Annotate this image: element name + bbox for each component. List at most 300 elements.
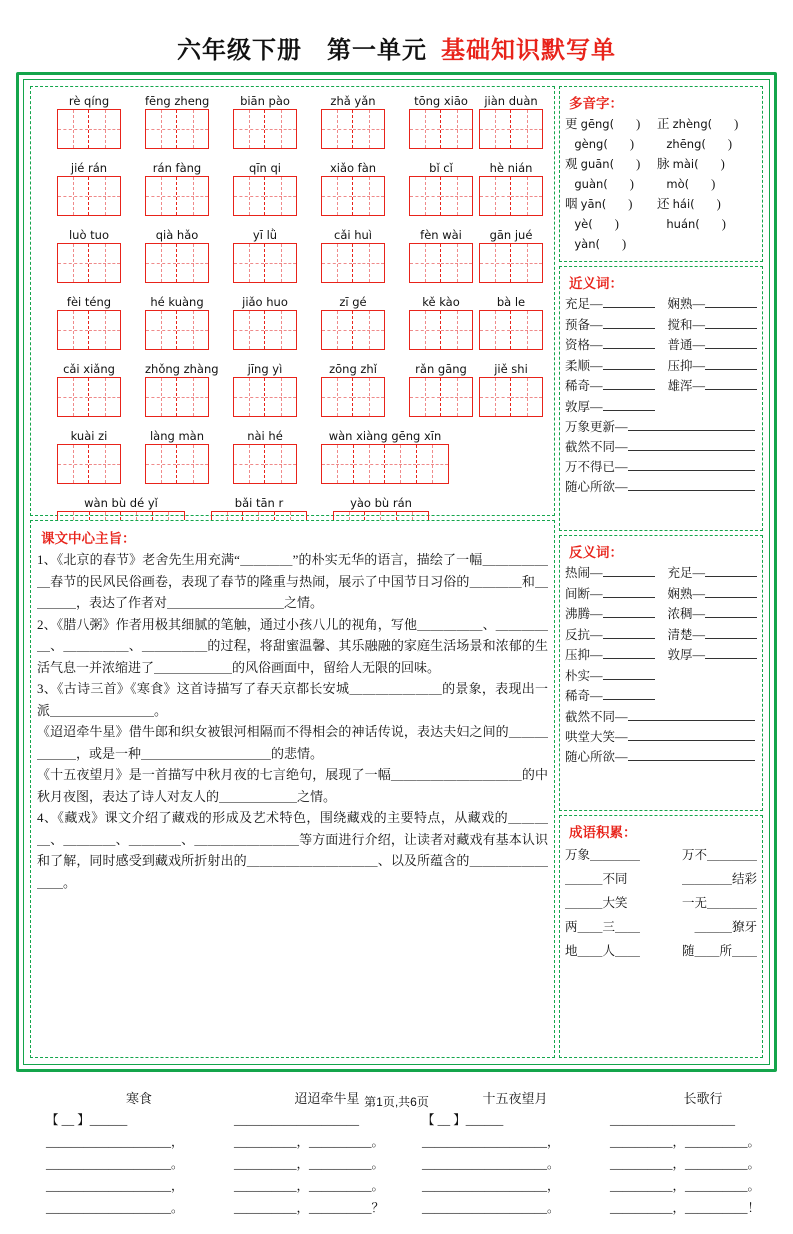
pinyin-label: yī lǜ — [252, 228, 278, 242]
polyphone-row[interactable]: guàn( ) mò( ) — [574, 177, 716, 191]
tianzige-cell[interactable] — [265, 311, 296, 349]
tianzige-cell[interactable] — [265, 244, 296, 282]
tianzige-cell[interactable] — [441, 311, 472, 349]
poem-blank-line[interactable]: __________，__________。 — [234, 1135, 385, 1149]
tianzige-grid[interactable] — [57, 377, 121, 417]
pinyin-label: rán fàng — [152, 161, 202, 175]
poem-blank-line[interactable]: __________，__________！ — [610, 1201, 761, 1215]
page-title — [0, 30, 793, 65]
poem-blank-line[interactable]: ____________________， — [422, 1179, 560, 1193]
tianzige-cell[interactable] — [385, 445, 417, 483]
poem-recitation-section — [46, 1089, 793, 1234]
pinyin-row — [35, 428, 550, 495]
tianzige-grid[interactable] — [479, 310, 543, 350]
pinyin-word-slot[interactable] — [57, 160, 121, 216]
pinyin-label: kuài zi — [70, 429, 108, 443]
tianzige-cell[interactable] — [511, 311, 542, 349]
antonym-row-long[interactable]: 截然不同— — [565, 707, 757, 727]
tianzige-cell[interactable] — [58, 378, 89, 416]
tianzige-cell[interactable] — [410, 378, 441, 416]
tianzige-cell[interactable] — [353, 244, 384, 282]
pinyin-label: zhǎ yǎn — [330, 94, 376, 108]
tianzige-cell[interactable] — [146, 445, 177, 483]
pinyin-label: zōng zhǐ — [329, 362, 377, 376]
tianzige-grid[interactable] — [57, 310, 121, 350]
tianzige-grid[interactable] — [57, 243, 121, 283]
pinyin-grid-section — [30, 86, 555, 516]
synonym-row-long[interactable]: 随心所欲— — [565, 477, 757, 497]
page-title-accent: 基础知识默写单 — [441, 38, 616, 64]
pinyin-word-slot[interactable] — [145, 428, 209, 484]
tianzige-cell[interactable] — [265, 445, 296, 483]
page-title-main: 六年级下册 第一单元 — [177, 38, 427, 64]
pinyin-word-slot[interactable] — [57, 361, 121, 417]
poem-blank-line[interactable]: __________，__________。 — [610, 1157, 761, 1171]
polyphone-heading: 多音字： — [569, 96, 623, 111]
tianzige-grid[interactable] — [145, 109, 209, 149]
text-theme-paragraph: 《迢迢牵牛星》借牛郎和织女被银河相隔而不得相会的神话传说，表达夫妇之间的＿＿＿＿＿＿，或是一种＿＿＿＿＿＿＿＿＿＿的悲情。 — [37, 724, 548, 761]
antonym-row[interactable] — [565, 625, 757, 646]
polyphone-row[interactable]: gèng( ) zhēng( ) — [574, 137, 733, 151]
pinyin-label: zhǒng zhàng — [145, 362, 219, 376]
synonym-row[interactable] — [565, 315, 757, 336]
poem-blank-line[interactable]: ____________________。 — [422, 1157, 560, 1171]
tianzige-cell[interactable] — [353, 378, 384, 416]
word-pair-left[interactable]: 热闹— — [565, 563, 655, 584]
tianzige-cell[interactable] — [322, 311, 353, 349]
tianzige-grid[interactable] — [321, 310, 385, 350]
idiom-row[interactable] — [565, 843, 757, 867]
tianzige-cell[interactable] — [58, 445, 89, 483]
tianzige-cell[interactable] — [480, 244, 511, 282]
pinyin-label: cǎi xiǎng — [63, 362, 115, 376]
word-pair-right[interactable]: 清楚— — [667, 625, 757, 646]
poem-title: 长歌行 — [683, 1091, 723, 1106]
poem-block — [422, 1089, 608, 1234]
polyphone-row[interactable]: 观 guān( ) 脉 mài( ) — [565, 157, 725, 171]
idiom-row[interactable] — [565, 915, 757, 939]
tianzige-cell[interactable] — [177, 244, 208, 282]
tianzige-cell[interactable] — [480, 378, 511, 416]
tianzige-grid[interactable] — [479, 109, 543, 149]
pinyin-label: jiǎo huo — [242, 295, 288, 309]
idiom-cell[interactable]: 地＿＿人＿＿ — [565, 944, 641, 958]
poem-blank-line[interactable]: __________，__________。 — [234, 1157, 385, 1171]
poem-blank-line[interactable]: ____________________， — [46, 1135, 184, 1149]
polyphone-row[interactable]: yàn( ) — [574, 237, 627, 251]
word-pair-right[interactable]: 敦厚— — [667, 645, 757, 666]
idiom-cell[interactable]: ＿＿＿大笑 — [565, 896, 628, 910]
tianzige-grid[interactable] — [233, 377, 297, 417]
pinyin-label: hè nián — [489, 161, 533, 175]
tianzige-cell[interactable] — [234, 445, 265, 483]
antonym-row[interactable] — [565, 604, 757, 625]
pinyin-label: rè qíng — [68, 94, 110, 108]
tianzige-cell[interactable] — [146, 177, 177, 215]
polyphone-row[interactable]: yè( ) huán( ) — [574, 217, 726, 231]
tianzige-cell[interactable] — [480, 110, 511, 148]
tianzige-cell[interactable] — [511, 244, 542, 282]
word-pair-right[interactable]: 搅和— — [667, 315, 757, 336]
tianzige-grid[interactable] — [57, 176, 121, 216]
tianzige-cell[interactable] — [417, 445, 449, 483]
synonym-row[interactable] — [565, 376, 757, 397]
pinyin-label: hé kuàng — [150, 295, 204, 309]
tianzige-grid[interactable] — [233, 243, 297, 283]
pinyin-word-slot[interactable] — [57, 227, 121, 283]
tianzige-cell[interactable] — [146, 244, 177, 282]
pinyin-word-slot[interactable] — [57, 93, 121, 149]
synonyms-rows — [565, 294, 757, 497]
tianzige-cell[interactable] — [177, 110, 208, 148]
poem-blank-line[interactable]: 【 __ 】______ — [422, 1113, 504, 1127]
antonym-row-long[interactable]: 随心所欲— — [565, 747, 757, 767]
tianzige-grid[interactable] — [145, 243, 209, 283]
pinyin-word-slot[interactable] — [409, 361, 473, 417]
word-pair-left[interactable]: 朴实— — [565, 666, 655, 687]
poem-blank-line[interactable]: ____________________， — [422, 1135, 560, 1149]
pinyin-label: rǎn gāng — [415, 362, 467, 376]
tianzige-grid[interactable] — [233, 109, 297, 149]
synonym-row-long[interactable]: 万不得已— — [565, 457, 757, 477]
pinyin-word-slot[interactable] — [409, 93, 473, 149]
tianzige-cell[interactable] — [265, 378, 296, 416]
word-pair-left[interactable]: 充足— — [565, 294, 655, 315]
tianzige-cell[interactable] — [353, 177, 384, 215]
idiom-cell[interactable]: 随＿＿所＿＿ — [681, 944, 757, 958]
word-pair-left[interactable]: 反抗— — [565, 625, 655, 646]
pinyin-word-slot[interactable] — [233, 227, 297, 283]
synonym-row-long[interactable]: 万象更新— — [565, 417, 757, 437]
idiom-cell[interactable]: ＿＿＿獠牙 — [694, 920, 757, 934]
antonyms-heading: 反义词： — [569, 545, 623, 560]
tianzige-cell[interactable] — [177, 311, 208, 349]
tianzige-grid[interactable] — [409, 310, 473, 350]
tianzige-cell[interactable] — [89, 445, 120, 483]
tianzige-cell[interactable] — [441, 378, 472, 416]
idiom-row[interactable] — [565, 867, 757, 891]
word-pair-right[interactable]: 压抑— — [667, 356, 757, 377]
pinyin-word-slot[interactable] — [57, 428, 121, 484]
pinyin-word-slot[interactable] — [479, 160, 543, 216]
pinyin-label: fèi téng — [66, 295, 112, 309]
tianzige-cell[interactable] — [511, 378, 542, 416]
pinyin-word-slot[interactable] — [321, 160, 385, 216]
word-pair-right[interactable]: 浓稠— — [667, 604, 757, 625]
poem-blank-line[interactable]: ____________________。 — [422, 1201, 560, 1215]
pinyin-word-slot[interactable] — [479, 294, 543, 350]
word-pair-right[interactable]: 娴熟— — [667, 584, 757, 605]
pinyin-row — [35, 160, 550, 227]
poem-block — [234, 1089, 420, 1234]
tianzige-cell[interactable] — [511, 177, 542, 215]
poem-title: 十五夜望月 — [482, 1091, 548, 1106]
pinyin-word-slot[interactable] — [145, 160, 209, 216]
poem-blank-line[interactable]: __________，__________？ — [234, 1201, 385, 1215]
tianzige-cell[interactable] — [441, 177, 472, 215]
text-theme-paragraph: 2、《腊八粥》作者用极其细腻的笔触，通过小孩八儿的视角，写他＿＿＿＿＿、＿＿＿＿＿、＿＿＿＿＿、＿＿＿＿＿的过程，将甜蜜温馨、其乐融融的家庭生活场景和浓郁的生活气息一并浓缩进了＿＿＿＿＿＿的风俗画面中，留给人无限的回味。 — [37, 616, 548, 675]
pinyin-label: bǐ cǐ — [429, 161, 453, 175]
synonym-row-long[interactable]: 截然不同— — [565, 437, 757, 457]
tianzige-cell[interactable] — [89, 311, 120, 349]
pinyin-label: zī gé — [339, 295, 367, 309]
idiom-cell[interactable]: ＿＿＿＿结彩 — [681, 872, 757, 886]
word-pair-left[interactable]: 沸腾— — [565, 604, 655, 625]
pinyin-label: fèn wài — [420, 228, 462, 242]
tianzige-cell[interactable] — [322, 110, 353, 148]
tianzige-cell[interactable] — [353, 311, 384, 349]
pinyin-label: luò tuo — [68, 228, 109, 242]
poem-blank-line[interactable]: __________，__________。 — [610, 1179, 761, 1193]
pinyin-label: wàn bù dé yǐ — [84, 496, 158, 510]
tianzige-cell[interactable] — [410, 177, 441, 215]
poem-block — [46, 1089, 232, 1234]
tianzige-grid[interactable] — [321, 377, 385, 417]
tianzige-cell[interactable] — [89, 244, 120, 282]
synonyms-heading: 近义词： — [569, 276, 623, 291]
idiom-cell[interactable]: ＿＿＿不同 — [565, 872, 628, 886]
tianzige-cell[interactable] — [89, 110, 120, 148]
pinyin-word-slot[interactable] — [145, 361, 219, 417]
tianzige-cell[interactable] — [480, 311, 511, 349]
poem-blank-line[interactable]: ____________________ — [234, 1113, 359, 1127]
pinyin-word-slot[interactable] — [233, 361, 297, 417]
pinyin-word-slot[interactable] — [233, 428, 297, 484]
poem-block — [610, 1089, 793, 1234]
word-pair-left[interactable]: 柔顺— — [565, 356, 655, 377]
tianzige-grid[interactable] — [409, 176, 473, 216]
tianzige-grid[interactable] — [233, 444, 297, 484]
antonyms-section — [559, 535, 763, 811]
tianzige-grid[interactable] — [57, 109, 121, 149]
tianzige-cell[interactable] — [58, 311, 89, 349]
tianzige-cell[interactable] — [511, 110, 542, 148]
synonym-row[interactable] — [565, 397, 757, 418]
tianzige-cell[interactable] — [234, 311, 265, 349]
text-theme-paragraph: 《十五夜望月》是一首描写中秋月夜的七言绝句，展现了一幅＿＿＿＿＿＿＿＿＿＿的中秋月夜图，表达了诗人对友人的＿＿＿＿＿＿之情。 — [37, 767, 548, 804]
pinyin-row — [35, 294, 550, 361]
word-pair-right[interactable]: 娴熟— — [667, 294, 757, 315]
tianzige-cell[interactable] — [58, 244, 89, 282]
tianzige-cell[interactable] — [265, 177, 296, 215]
tianzige-grid[interactable] — [479, 176, 543, 216]
right-column — [559, 86, 763, 1058]
word-pair-right[interactable]: 雄浑— — [667, 376, 757, 397]
text-theme-paragraph: 1、《北京的春节》老舍先生用充满“＿＿＿＿”的朴实无华的语言，描绘了一幅＿＿＿＿＿＿春节的民风民俗画卷，表现了春节的隆重与热闹，展示了中国节日习俗的＿＿＿＿和＿＿＿＿，表达了作者对＿＿＿＿＿＿＿＿＿之情。 — [37, 552, 548, 610]
tianzige-cell[interactable] — [322, 445, 354, 483]
pinyin-word-slot[interactable] — [233, 93, 297, 149]
poem-blank-line[interactable]: ____________________。 — [46, 1157, 184, 1171]
idiom-cell[interactable]: 万不＿＿＿＿ — [681, 848, 757, 862]
tianzige-cell[interactable] — [146, 378, 177, 416]
tianzige-cell[interactable] — [480, 177, 511, 215]
synonym-row[interactable] — [565, 294, 757, 315]
pinyin-word-slot[interactable] — [479, 93, 543, 149]
tianzige-cell[interactable] — [177, 378, 208, 416]
tianzige-cell[interactable] — [322, 177, 353, 215]
idiom-row[interactable] — [565, 939, 757, 963]
tianzige-cell[interactable] — [353, 110, 384, 148]
poem-blank-line[interactable]: ____________________， — [46, 1179, 184, 1193]
tianzige-cell[interactable] — [146, 311, 177, 349]
tianzige-cell[interactable] — [265, 110, 296, 148]
synonym-row[interactable] — [565, 356, 757, 377]
pinyin-label: làng màn — [149, 429, 205, 443]
poem-blank-line[interactable]: ____________________ — [610, 1113, 735, 1127]
poem-blank-line[interactable]: __________，__________。 — [610, 1135, 761, 1149]
pinyin-label: bǎi tān r — [234, 496, 284, 510]
pinyin-label: biān pào — [240, 94, 290, 108]
poem-title: 迢迢牵牛星 — [294, 1091, 360, 1106]
pinyin-label: bà le — [496, 295, 526, 309]
tianzige-cell[interactable] — [234, 110, 265, 148]
tianzige-cell[interactable] — [234, 244, 265, 282]
tianzige-grid[interactable] — [145, 377, 209, 417]
tianzige-cell[interactable] — [322, 378, 353, 416]
text-theme-paragraph: 4、《藏戏》课文介绍了藏戏的形成及艺术特色，围绕藏戏的主要特点，从藏戏的＿＿＿＿、＿＿＿＿、＿＿＿＿、＿＿＿＿＿＿＿＿等方面进行介绍，让读者对藏戏有基本认识和了解，同时感受到藏戏所折射出的＿＿＿＿＿＿＿＿＿＿、以及所蕴含的＿＿＿＿＿＿＿＿。 — [37, 810, 548, 890]
tianzige-cell[interactable] — [146, 110, 177, 148]
pinyin-label: qīn qi — [249, 161, 281, 175]
text-theme-heading: 课文中心主旨： — [41, 531, 136, 546]
pinyin-label: yào bù rán — [350, 496, 412, 510]
pinyin-label: jié rán — [70, 161, 108, 175]
tianzige-grid[interactable] — [233, 176, 297, 216]
tianzige-cell[interactable] — [322, 244, 353, 282]
pinyin-row — [35, 361, 550, 428]
word-pair-left[interactable]: 稀奇— — [565, 686, 655, 707]
antonym-row-long[interactable]: 哄堂大笑— — [565, 727, 757, 747]
pinyin-label: kě kào — [422, 295, 460, 309]
word-pair-left[interactable]: 压抑— — [565, 645, 655, 666]
idiom-cell[interactable]: 万象＿＿＿＿ — [565, 848, 641, 862]
tianzige-cell[interactable] — [234, 378, 265, 416]
left-column — [30, 86, 555, 1058]
tianzige-cell[interactable] — [410, 311, 441, 349]
tianzige-grid[interactable] — [409, 109, 473, 149]
tianzige-grid[interactable] — [479, 377, 543, 417]
pinyin-word-slot[interactable] — [321, 428, 449, 484]
word-pair-right[interactable]: 普通— — [667, 335, 757, 356]
word-pair-right[interactable]: 充足— — [667, 563, 757, 584]
idioms-rows — [565, 843, 757, 963]
pinyin-label: tōng xiāo — [414, 94, 468, 108]
poem-blank-line[interactable]: ____________________。 — [46, 1201, 184, 1215]
tianzige-cell[interactable] — [234, 177, 265, 215]
antonym-row[interactable] — [565, 645, 757, 666]
tianzige-cell[interactable] — [441, 244, 472, 282]
pinyin-word-slot[interactable] — [321, 361, 385, 417]
pinyin-label: wàn xiàng gēng xīn — [328, 429, 442, 443]
pinyin-word-slot[interactable] — [145, 93, 209, 149]
tianzige-grid[interactable] — [409, 377, 473, 417]
tianzige-grid[interactable] — [145, 176, 209, 216]
word-pair-left[interactable]: 预备— — [565, 315, 655, 336]
tianzige-cell[interactable] — [58, 177, 89, 215]
poem-blank-line[interactable]: 【 __ 】______ — [46, 1113, 128, 1127]
pinyin-word-slot[interactable] — [409, 160, 473, 216]
text-theme-section — [30, 520, 555, 1058]
polyphone-rows — [565, 114, 757, 254]
antonym-row[interactable] — [565, 686, 757, 707]
tianzige-cell[interactable] — [441, 110, 472, 148]
pinyin-label: fēng zheng — [145, 94, 210, 108]
pinyin-word-slot[interactable] — [57, 294, 121, 350]
pinyin-word-slot[interactable] — [145, 227, 209, 283]
pinyin-label: jīng yì — [247, 362, 283, 376]
synonym-row[interactable] — [565, 335, 757, 356]
antonym-row[interactable] — [565, 666, 757, 687]
tianzige-grid[interactable] — [321, 176, 385, 216]
tianzige-grid[interactable] — [233, 310, 297, 350]
pinyin-label: xiǎo fàn — [329, 161, 377, 175]
tianzige-cell[interactable] — [58, 110, 89, 148]
pinyin-word-slot[interactable] — [233, 160, 297, 216]
pinyin-label: gān jué — [489, 228, 533, 242]
idiom-cell[interactable]: 两＿＿三＿＿ — [565, 920, 641, 934]
word-pair-left[interactable]: 敦厚— — [565, 397, 655, 418]
pinyin-row — [35, 227, 550, 294]
pinyin-label: jiàn duàn — [484, 94, 538, 108]
polyphone-section — [559, 86, 763, 262]
pinyin-label: nài hé — [247, 429, 283, 443]
text-theme-body — [37, 549, 548, 893]
pinyin-label: cǎi huì — [334, 228, 372, 242]
pinyin-word-slot[interactable] — [321, 227, 385, 283]
tianzige-cell[interactable] — [354, 445, 386, 483]
tianzige-cell[interactable] — [410, 244, 441, 282]
poem-blank-line[interactable]: __________，__________。 — [234, 1179, 385, 1193]
pinyin-label: jiě shi — [494, 362, 528, 376]
tianzige-cell[interactable] — [89, 177, 120, 215]
pinyin-word-slot[interactable] — [409, 227, 473, 283]
tianzige-grid[interactable] — [409, 243, 473, 283]
antonym-row[interactable] — [565, 584, 757, 605]
pinyin-word-slot[interactable] — [409, 294, 473, 350]
word-pair-left[interactable]: 稀奇— — [565, 376, 655, 397]
pinyin-word-slot[interactable] — [321, 294, 385, 350]
pinyin-word-slot[interactable] — [479, 361, 543, 417]
tianzige-grid[interactable] — [145, 444, 209, 484]
tianzige-cell[interactable] — [410, 110, 441, 148]
polyphone-row[interactable]: 咽 yān( ) 还 hái( ) — [565, 197, 721, 211]
poem-title: 寒食 — [125, 1091, 152, 1106]
tianzige-cell[interactable] — [177, 177, 208, 215]
tianzige-cell[interactable] — [89, 378, 120, 416]
word-pair-left[interactable]: 资格— — [565, 335, 655, 356]
text-theme-paragraph: 3、《古诗三首》《寒食》这首诗描写了春天京都长安城＿＿＿＿＿＿＿的景象，表现出一派＿＿＿＿＿＿＿＿。 — [37, 681, 548, 718]
tianzige-cell[interactable] — [177, 445, 208, 483]
tianzige-grid[interactable] — [321, 109, 385, 149]
tianzige-grid[interactable] — [321, 444, 449, 484]
synonyms-section — [559, 266, 763, 531]
idiom-cell[interactable]: 一无＿＿＿＿ — [681, 896, 757, 910]
idiom-row[interactable] — [565, 891, 757, 915]
antonym-row[interactable] — [565, 563, 757, 584]
idioms-heading: 成语积累： — [569, 825, 637, 840]
tianzige-grid[interactable] — [145, 310, 209, 350]
pinyin-label: qià hǎo — [155, 228, 199, 242]
tianzige-grid[interactable] — [479, 243, 543, 283]
tianzige-grid[interactable] — [321, 243, 385, 283]
pinyin-word-slot[interactable] — [233, 294, 297, 350]
pinyin-word-slot[interactable] — [479, 227, 543, 283]
polyphone-row[interactable]: 更 gēng( ) 正 zhèng( ) — [565, 117, 739, 131]
tianzige-grid[interactable] — [57, 444, 121, 484]
pinyin-word-slot[interactable] — [321, 93, 385, 149]
pinyin-word-slot[interactable] — [145, 294, 209, 350]
word-pair-left[interactable]: 间断— — [565, 584, 655, 605]
idioms-section — [559, 815, 763, 1058]
